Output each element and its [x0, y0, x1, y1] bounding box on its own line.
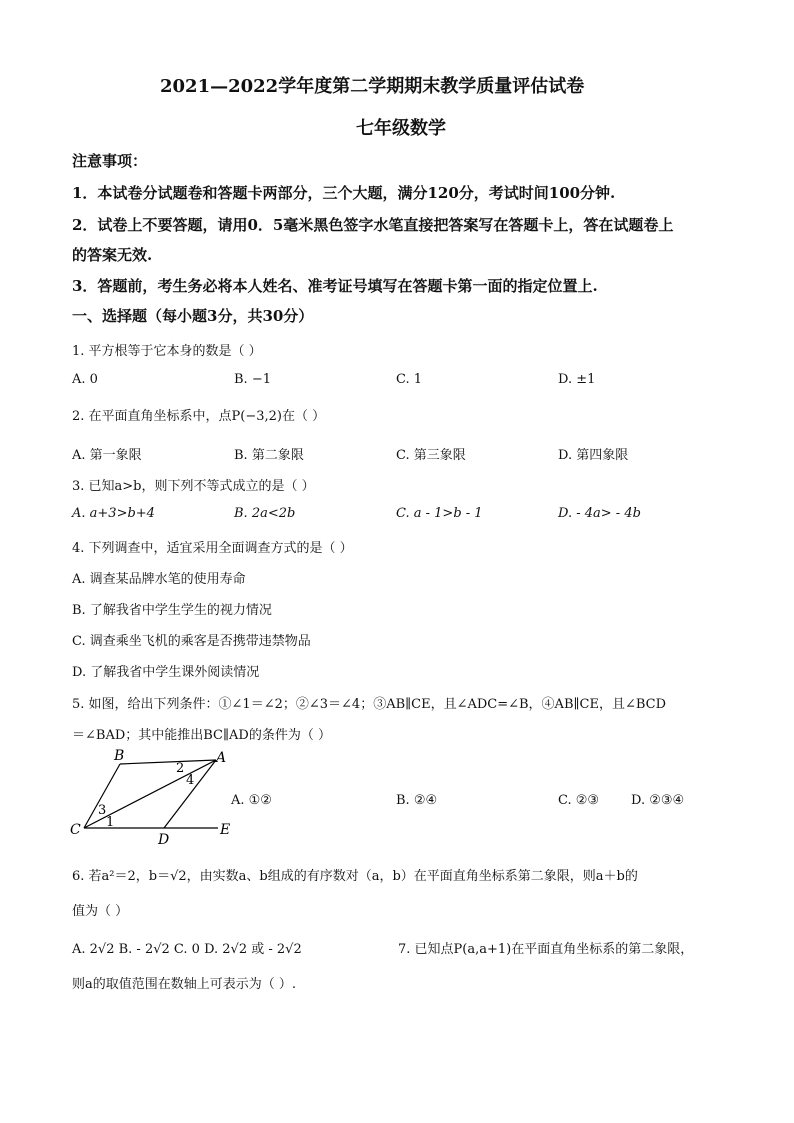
fig-line-ad — [164, 760, 216, 828]
q2-option-c: C. 第三象限 — [396, 448, 466, 463]
section-1-heading: 一、选择题（每小题3分，共30分） — [72, 307, 314, 325]
fig-label-c: C — [70, 822, 81, 838]
q4-option-b: B. 了解我省中学生学生的视力情况 — [72, 603, 272, 618]
q3-option-b: B. 2a<2b — [234, 506, 296, 521]
notice-item-2-line-1: 2．试卷上不要答题，请用0．5毫米黑色签字水笔直接把答案写在答题卡上，答在试题卷上 — [72, 216, 674, 234]
question-7-stem-line-1: 7. 已知点P(a,a+1)在平面直角坐标系的第二象限， — [398, 942, 694, 957]
question-1-stem: 1. 平方根等于它本身的数是（ ） — [72, 344, 262, 359]
q5-geometry-figure — [70, 748, 240, 848]
q1-option-d: D. ±1 — [558, 372, 596, 387]
q3-option-a: A. a+3>b+4 — [72, 506, 155, 521]
fig-angle-4: 4 — [186, 773, 195, 788]
question-6-stem-line-2: 值为（ ） — [72, 904, 129, 919]
exam-title: 2021—2022学年度第二学期期末教学质量评估试卷 — [160, 76, 585, 97]
q5-option-a: A. ①② — [231, 793, 272, 808]
fig-label-a: A — [216, 750, 227, 766]
notice-heading: 注意事项： — [72, 152, 148, 170]
question-7-stem-line-2: 则a的取值范围在数轴上可表示为（ ）. — [72, 977, 297, 992]
q1-option-a: A. 0 — [72, 372, 98, 387]
q3-option-d: D. - 4a> - 4b — [558, 506, 641, 521]
q5-option-c: C. ②③ — [558, 793, 600, 808]
q3-option-c: C. a - 1>b - 1 — [396, 506, 483, 521]
question-5-stem-line-2: ＝∠BAD；其中能推出BC∥AD的条件为（ ） — [72, 728, 331, 743]
notice-item-2-line-2: 的答案无效. — [72, 246, 153, 264]
q2-option-b: B. 第二象限 — [234, 448, 304, 463]
fig-angle-3: 3 — [98, 803, 107, 818]
exam-subtitle: 七年级数学 — [356, 118, 446, 139]
q4-option-a: A. 调查某品牌水笔的使用寿命 — [72, 572, 246, 587]
question-4-stem: 4. 下列调查中，适宜采用全面调查方式的是（ ） — [72, 541, 353, 556]
fig-label-d: D — [158, 832, 170, 848]
fig-line-ba — [120, 760, 216, 764]
question-2-stem: 2. 在平面直角坐标系中，点P(−3,2)在（ ） — [72, 409, 326, 424]
q1-option-b: B. −1 — [234, 372, 271, 387]
notice-item-3: 3．答题前，考生务必将本人姓名、准考证号填写在答题卡第一面的指定位置上. — [72, 277, 598, 295]
q4-option-c: C. 调查乘坐飞机的乘客是否携带违禁物品 — [72, 634, 311, 649]
q5-option-d: D. ②③④ — [631, 793, 685, 808]
notice-item-1: 1．本试卷分试题卷和答题卡两部分，三个大题，满分120分，考试时间100分钟. — [72, 184, 616, 202]
question-5-stem-line-1: 5. 如图，给出下列条件：①∠1＝∠2；②∠3＝∠4；③AB∥CE，且∠ADC=∠B，④AB∥CE，且∠BCD — [72, 697, 667, 712]
q2-option-a: A. 第一象限 — [72, 448, 142, 463]
q2-option-d: D. 第四象限 — [558, 448, 629, 463]
q4-option-d: D. 了解我省中学生课外阅读情况 — [72, 665, 260, 680]
question-6-stem-line-1: 6. 若a²＝2，b＝√2，由实数a、b组成的有序数对（a，b）在平面直角坐标系第二象限，则a＋b的 — [72, 869, 638, 884]
fig-angle-2: 2 — [176, 761, 185, 776]
fig-label-e: E — [220, 822, 231, 838]
q6-options: A. 2√2 B. - 2√2 C. 0 D. 2√2 或 - 2√2 — [72, 942, 302, 957]
q1-option-c: C. 1 — [396, 372, 423, 387]
question-3-stem: 3. 已知a>b，则下列不等式成立的是（ ） — [72, 479, 315, 494]
fig-label-b: B — [114, 748, 125, 764]
fig-angle-1: 1 — [106, 815, 115, 830]
q5-option-b: B. ②④ — [396, 793, 438, 808]
